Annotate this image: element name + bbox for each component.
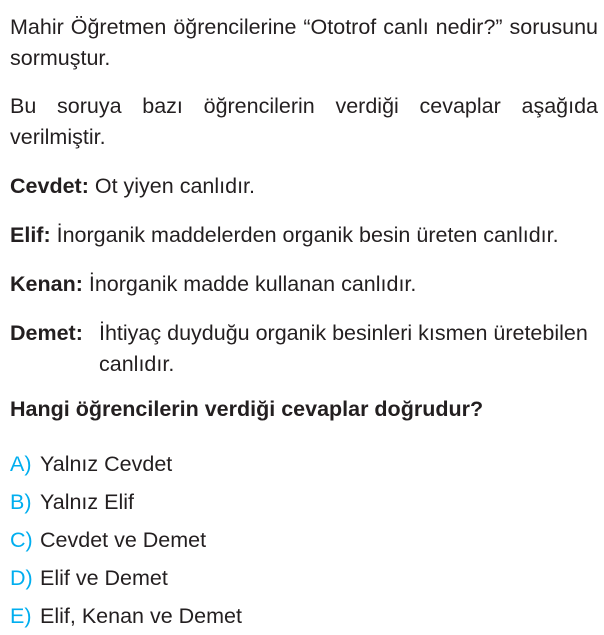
student-name-cevdet: Cevdet: — [10, 174, 89, 198]
answer-text-kenan: İnorganik madde kullanan canlıdır. — [88, 272, 417, 296]
answer-text-cevdet: Ot yiyen canlıdır. — [94, 174, 255, 198]
option-b[interactable] — [10, 483, 598, 521]
option-text-a: Yalnız Cevdet — [40, 451, 173, 476]
option-letter-c: C) — [10, 527, 33, 552]
student-name-demet: Demet: — [10, 321, 83, 345]
student-name-kenan: Kenan: — [10, 272, 83, 296]
question-intro: Mahir Öğretmen öğrencilerine “Ototrof canlı nedir?” sorusunu sormuştur. — [10, 15, 598, 70]
question-card — [10, 12, 598, 635]
question-prompt: Hangi öğrencilerin verdiği cevaplar doğrudur? — [10, 397, 484, 421]
option-e[interactable] — [10, 597, 598, 635]
option-d[interactable] — [10, 559, 598, 597]
option-letter-a: A) — [10, 451, 32, 476]
answer-demet — [10, 318, 598, 380]
answer-elif — [10, 220, 598, 251]
option-letter-e: E) — [10, 603, 32, 628]
question-lead: Bu soruya bazı öğrencilerin verdiği cevaplar aşağıda verilmiştir. — [10, 94, 598, 149]
option-text-d: Elif ve Demet — [40, 565, 168, 590]
answer-options — [10, 445, 598, 635]
option-letter-d: D) — [10, 565, 33, 590]
option-text-e: Elif, Kenan ve Demet — [40, 603, 242, 628]
answer-text-elif: İnorganik maddelerden organik besin üreten canlıdır. — [56, 223, 559, 247]
option-text-b: Yalnız Elif — [40, 489, 134, 514]
option-a[interactable] — [10, 445, 598, 483]
answer-cevdet — [10, 171, 598, 202]
answer-text-demet: İhtiyaç duyduğu organik besinleri kısmen üretebilen canlıdır. — [99, 321, 588, 376]
option-letter-b: B) — [10, 489, 32, 514]
answer-kenan — [10, 269, 598, 300]
student-name-elif: Elif: — [10, 223, 51, 247]
option-text-c: Cevdet ve Demet — [40, 527, 207, 552]
option-c[interactable] — [10, 521, 598, 559]
